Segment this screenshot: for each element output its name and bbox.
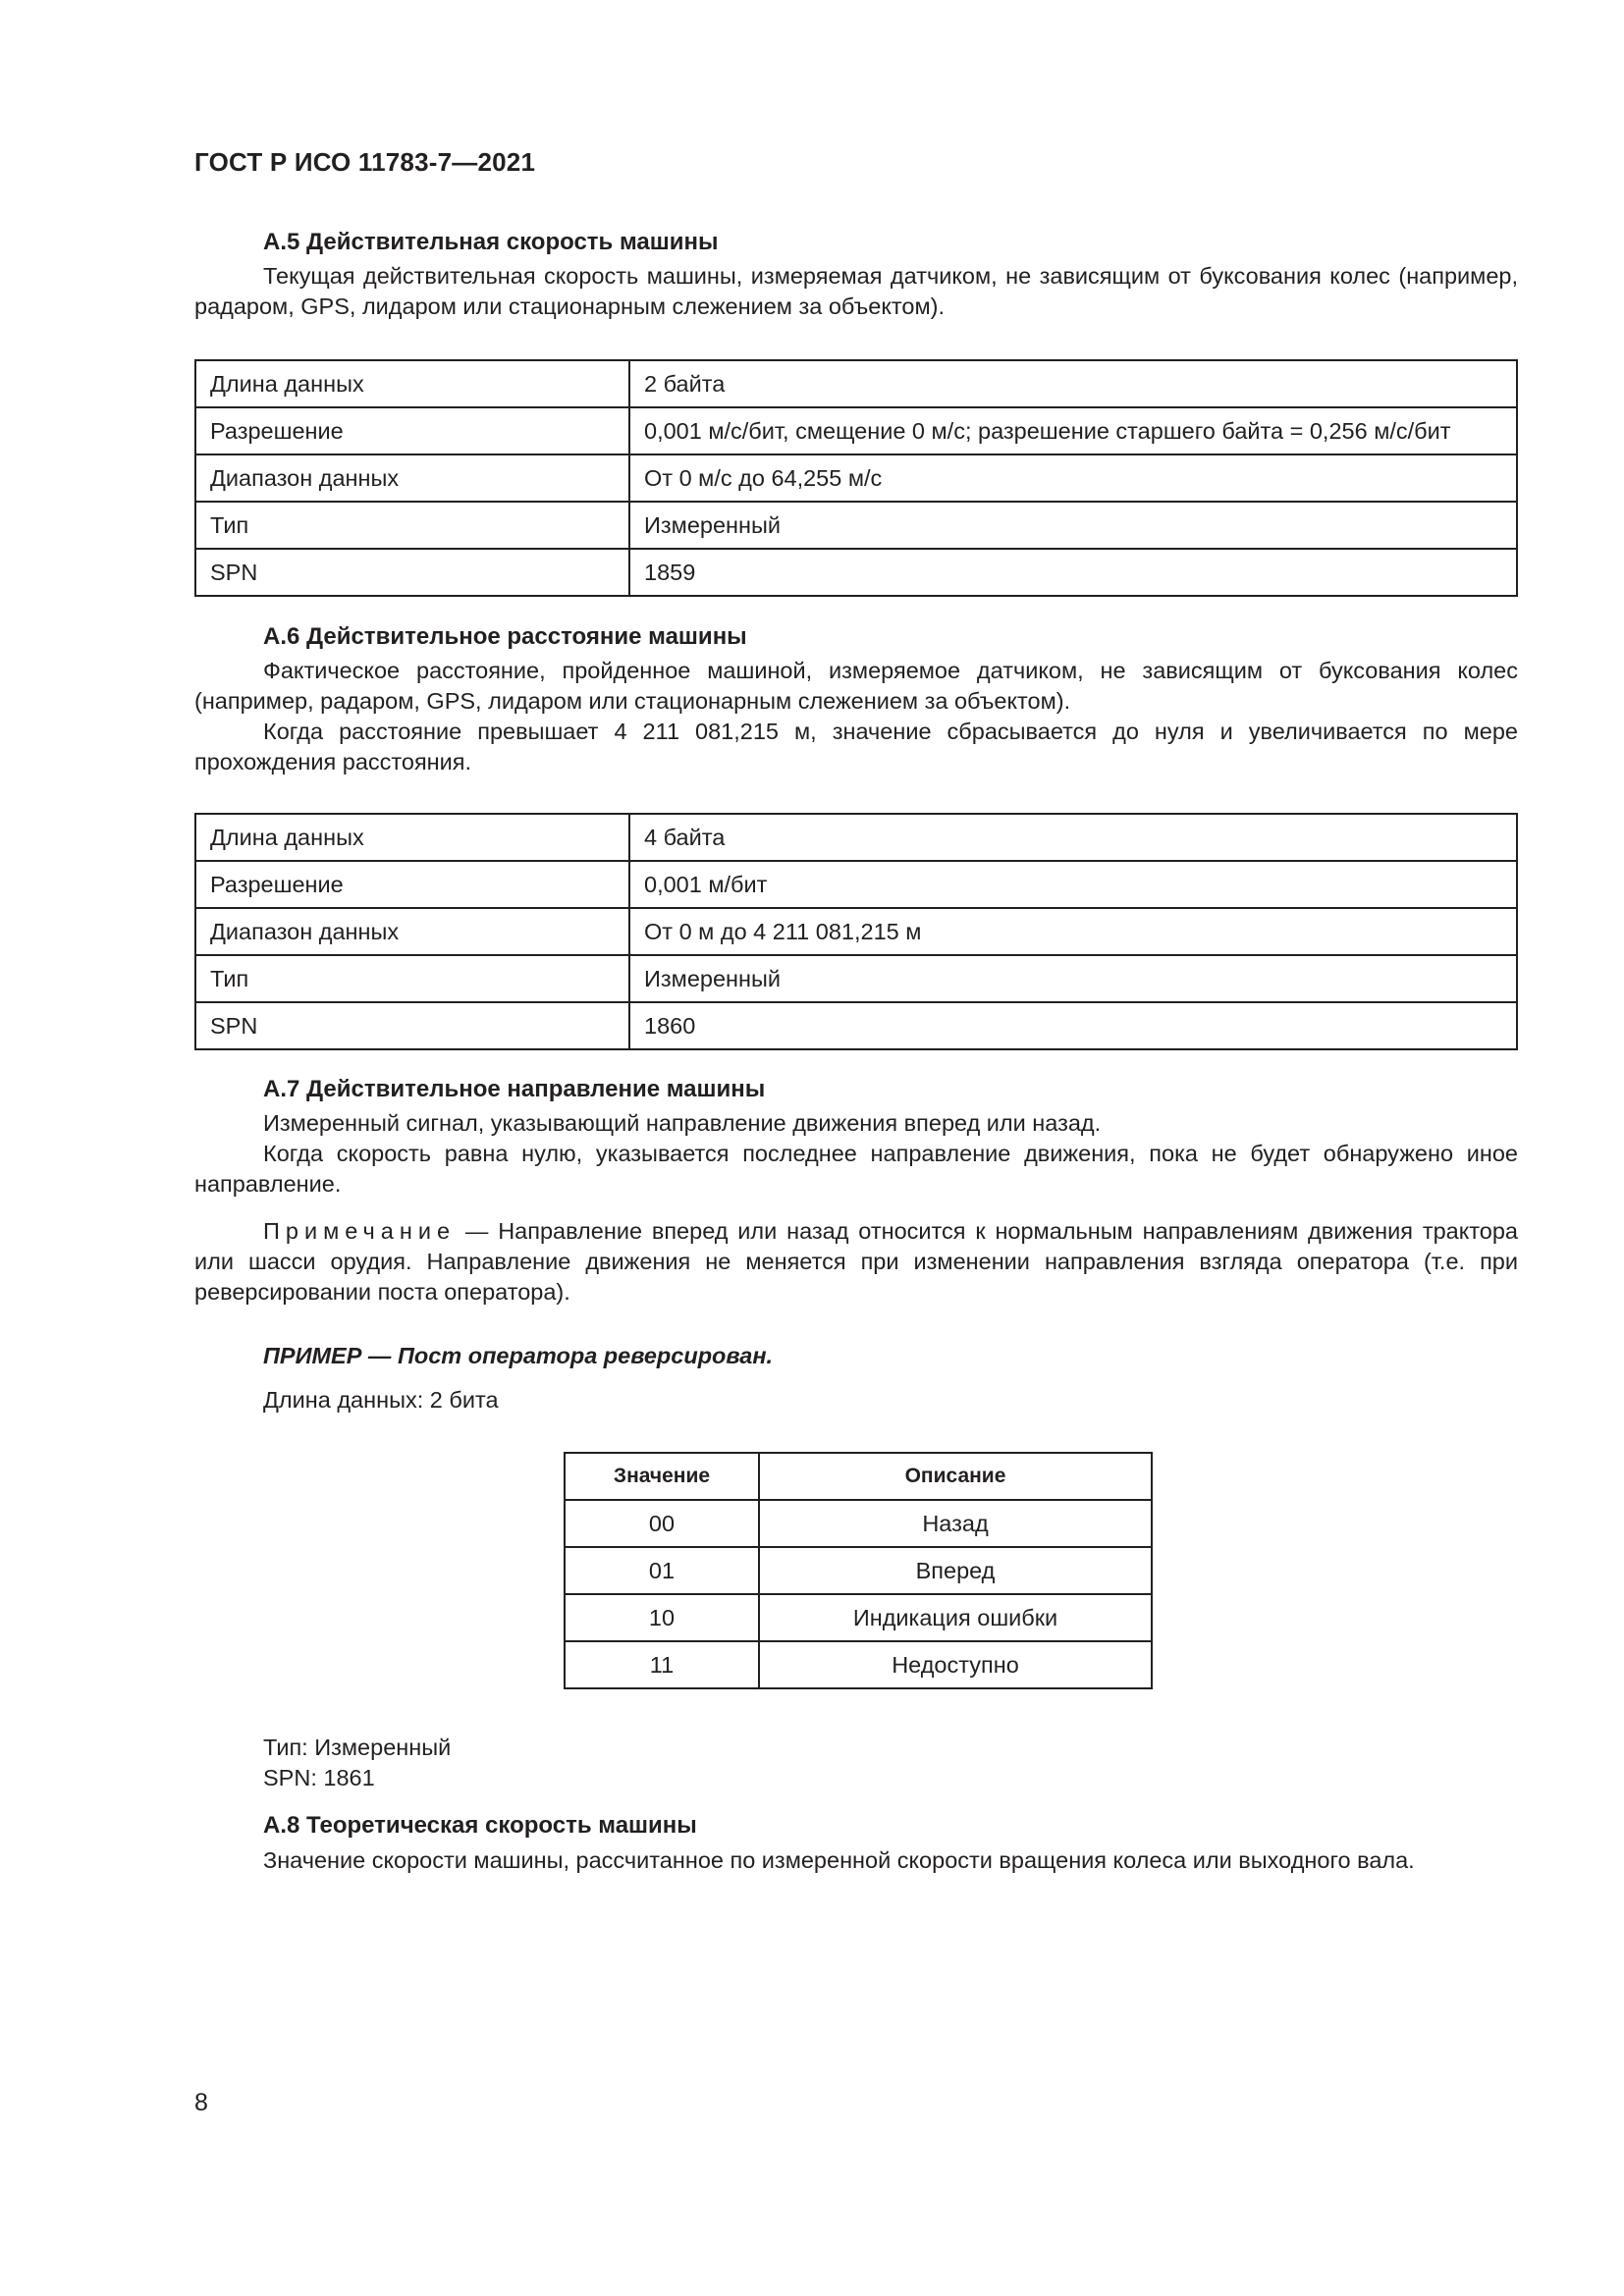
code-value: 11: [565, 1641, 759, 1688]
code-description: Недоступно: [759, 1641, 1152, 1688]
section-a7-note: [194, 1216, 1518, 1308]
param-value: 0,001 м/с/бит, смещение 0 м/с; разрешение старшего байта = 0,256 м/с/бит: [629, 407, 1517, 454]
table-row: [195, 360, 1517, 407]
section-a6-table: [194, 813, 1518, 1050]
param-value: 4 байта: [629, 814, 1517, 861]
section-a7-text-1: Измеренный сигнал, указывающий направление движения вперед или назад.: [263, 1110, 1102, 1136]
spn-text: SPN: 1861: [263, 1765, 375, 1790]
code-description: Назад: [759, 1500, 1152, 1547]
note-text: — Направление вперед или назад относится к нормальным направлениям движения трактора или шасси орудия. Направление движения не меняется при изменении направления взгляда оператора (т.е. при реверсировании поста оператора).: [194, 1218, 1518, 1305]
table-row: [565, 1547, 1152, 1594]
section-a6-text-1: Фактическое расстояние, пройденное машиной, измеряемое датчиком, не зависящим от буксования колес (например, радаром, GPS, лидаром или стационарным слежением за объектом).: [194, 658, 1518, 714]
table-row: [195, 955, 1517, 1002]
table-row: [565, 1594, 1152, 1641]
param-key: Длина данных: [195, 360, 629, 407]
data-length-text: Длина данных: 2 бита: [263, 1387, 499, 1413]
example-heading: ПРИМЕР — Пост оператора реверсирован.: [263, 1343, 774, 1368]
document-header: ГОСТ Р ИСО 11783-7—2021: [194, 147, 536, 177]
param-key: Длина данных: [195, 814, 629, 861]
param-value: Измеренный: [629, 955, 1517, 1002]
section-a6-title: А.6 Действительное расстояние машины: [263, 623, 747, 650]
param-key: Тип: [195, 955, 629, 1002]
param-key: Разрешение: [195, 407, 629, 454]
table-row: [195, 407, 1517, 454]
section-a6-text-2: Когда расстояние превышает 4 211 081,215 м, значение сбрасывается до нуля и увеличивается по мере прохождения расстояния.: [194, 719, 1518, 774]
table-row: [195, 861, 1517, 908]
table-row: [195, 454, 1517, 502]
column-header-value: Значение: [565, 1453, 759, 1500]
param-key: Разрешение: [195, 861, 629, 908]
param-value: Измеренный: [629, 502, 1517, 549]
note-label: Примечание: [263, 1218, 457, 1244]
param-value: 1860: [629, 1002, 1517, 1049]
table-header-row: [565, 1453, 1152, 1500]
code-description: Индикация ошибки: [759, 1594, 1152, 1641]
section-a7-title: А.7 Действительное направление машины: [263, 1076, 766, 1102]
param-key: Тип: [195, 502, 629, 549]
code-value: 01: [565, 1547, 759, 1594]
code-description: Вперед: [759, 1547, 1152, 1594]
type-text: Тип: Измеренный: [263, 1735, 452, 1760]
param-value: 0,001 м/бит: [629, 861, 1517, 908]
table-row: [195, 814, 1517, 861]
table-row: [565, 1641, 1152, 1688]
param-key: Диапазон данных: [195, 908, 629, 955]
section-a8-title: А.8 Теоретическая скорость машины: [263, 1812, 697, 1839]
code-value: 00: [565, 1500, 759, 1547]
table-row: [195, 502, 1517, 549]
page-number: 8: [194, 2089, 208, 2116]
section-a7-text-2: Когда скорость равна нулю, указывается последнее направление движения, пока не будет обнаружено иное направление.: [194, 1141, 1518, 1197]
table-row: [195, 908, 1517, 955]
table-row: [195, 1002, 1517, 1049]
param-key: Диапазон данных: [195, 454, 629, 502]
param-key: SPN: [195, 549, 629, 596]
table-row: [565, 1500, 1152, 1547]
direction-codes-table: [564, 1452, 1153, 1689]
param-value: 1859: [629, 549, 1517, 596]
code-value: 10: [565, 1594, 759, 1641]
param-value: 2 байта: [629, 360, 1517, 407]
param-value: От 0 м/с до 64,255 м/с: [629, 454, 1517, 502]
section-a5-text: Текущая действительная скорость машины, измеряемая датчиком, не зависящим от буксования колес (например, радаром, GPS, лидаром или стационарным слежением за объектом).: [194, 263, 1518, 319]
param-key: SPN: [195, 1002, 629, 1049]
table-row: [195, 549, 1517, 596]
column-header-description: Описание: [759, 1453, 1152, 1500]
section-a5-table: [194, 359, 1518, 597]
section-a5-title: А.5 Действительная скорость машины: [263, 229, 719, 255]
param-value: От 0 м до 4 211 081,215 м: [629, 908, 1517, 955]
section-a8-text: Значение скорости машины, рассчитанное по измеренной скорости вращения колеса или выходного вала.: [263, 1847, 1415, 1873]
